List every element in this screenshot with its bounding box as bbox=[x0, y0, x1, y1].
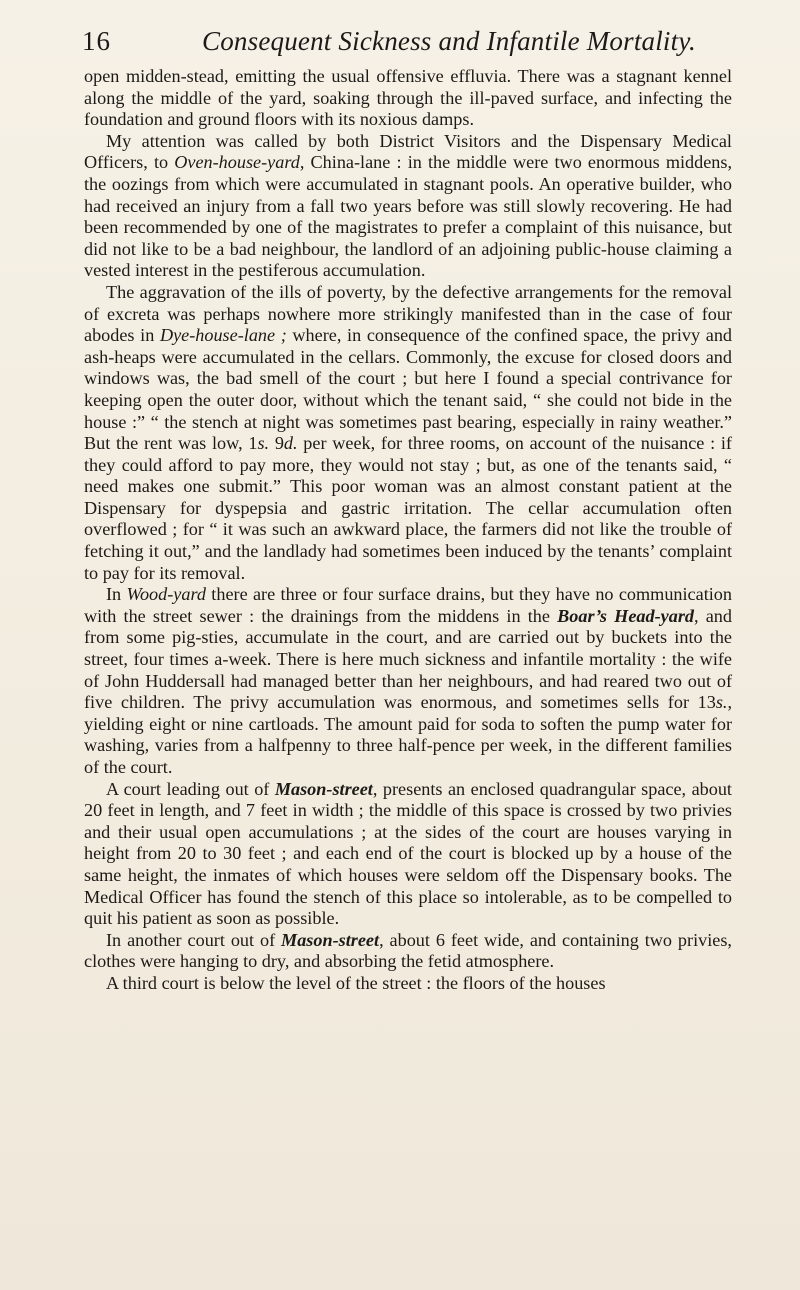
text-run: , yielding eight or nine cartloads. The amount paid for soda to soften the pump water for washing, varies from a halfpenny to three half-pence per week, in the different families of the court. bbox=[84, 692, 732, 777]
paragraph-third-court bbox=[84, 973, 732, 995]
currency-unit: s. bbox=[715, 692, 728, 713]
text-run: My attention was called by both District Visitors and the Dispensary Medical Officers, to bbox=[84, 130, 732, 173]
running-head: Consequent Sickness and Infantile Mortality. bbox=[202, 26, 696, 56]
text-run: In another court out of bbox=[106, 929, 282, 950]
text-run: there are three or four surface drains, but they have no communication with the street sewer : the drainings from the middens in the bbox=[84, 584, 732, 626]
text-run: The aggravation of the ills of poverty, by the defective arrangements for the removal of excreta was perhaps nowhere more strikingly manifested than in the case of four abodes in bbox=[84, 281, 732, 346]
text-run: per week, for three rooms, on account of the nuisance : if they could afford to pay more, they would not stay ; but, as one of the tenants said, “ need makes one submit.” This poor woman was an almost constant patient at the Dispensary for dyspepsia and gastric irritation. The cellar accumulation often overflowed ; for “ it was such an awkward place, the farmers did not like the trouble of fetching it out,” and the landlady had sometimes been induced by the tenants’ complaint to pay for its removal. bbox=[84, 433, 732, 583]
text-run: where, in consequence of the confined space, the privy and ash-heaps were accumulated in the cellars. Commonly, the excuse for closed doors and windows was, the bad smell of the court ; but here I found a special contrivance for keeping open the outer door, without which the tenant said, “ she could not bide in the house :” “ the stench at night was sometimes past bearing, especially in rainy weather.” But the rent was low, 1 bbox=[84, 325, 733, 454]
text-run: , about 6 feet wide, and containing two privies, clothes were hanging to dry, and absorbing the fetid atmosphere. bbox=[84, 929, 732, 972]
paragraph-wood-yard bbox=[84, 584, 732, 778]
place-name: Mason-street bbox=[274, 778, 373, 799]
text-run: A court leading out of bbox=[106, 778, 275, 799]
text-run: A third court is below the level of the street : the floors of the houses bbox=[106, 972, 606, 993]
paragraph-oven-house-yard bbox=[84, 131, 732, 282]
paragraph-mason-street-court bbox=[84, 779, 732, 930]
paragraph-continued bbox=[84, 66, 732, 131]
paragraph-another-court bbox=[84, 930, 732, 973]
place-name: Wood-yard bbox=[126, 584, 206, 605]
place-name: Mason-street bbox=[281, 929, 380, 950]
text-run: 9 bbox=[269, 433, 284, 454]
currency-unit: s. bbox=[257, 433, 270, 454]
place-name: Boar’s Head-yard bbox=[557, 605, 694, 626]
text-run: , and from some pig-sties, accumulate in the court, and are carried out by buckets into the street, four times a-week. There is here much sickness and infantile mortality : the wife of John Huddersall had managed better than her neighbours, and had reared two out of five children. The privy accumulation was enormous, and sometimes sells for 13 bbox=[84, 605, 732, 713]
text-run: , China-lane : in the middle were two enormous middens, the oozings from which were accumulated in stagnant pools. An operative builder, who had received an injury from a fall two years before was still slowly recovering. He had been recommended by one of the magistrates to prefer a complaint of this nuisance, but did not like to be a bad neighbour, the landlord of an adjoining public-house claiming a vested interest in the pestiferous accumulation. bbox=[84, 152, 732, 281]
place-name: Dye-house-lane ; bbox=[159, 325, 287, 346]
body-text bbox=[84, 66, 732, 995]
text-run: open midden-stead, emitting the usual offensive effluvia. There was a stagnant kennel along the middle of the yard, soaking through the ill-paved surface, and infecting the foundation and ground floors with its noxious damps. bbox=[84, 66, 732, 130]
text-run: In bbox=[106, 584, 127, 605]
place-name: Oven-house-yard bbox=[174, 152, 300, 173]
currency-unit: d. bbox=[283, 433, 298, 454]
page-number: 16 bbox=[82, 26, 111, 56]
paragraph-dye-house-lane bbox=[84, 282, 732, 584]
text-run: , presents an enclosed quadrangular space, about 20 feet in length, and 7 feet in width ; the middle of this space is crossed by two privies and their usual open accumulations ; at the sides of the court are houses varying in height from 20 to 30 feet ; and each end of the court is blocked up by a house of the same height, the inmates of which houses were seldom off the Dispensary books. The Medical Officer has found the stench of this place so intolerable, as to be compelled to quit his patient as soon as possible. bbox=[84, 778, 732, 929]
page-header bbox=[82, 20, 730, 68]
